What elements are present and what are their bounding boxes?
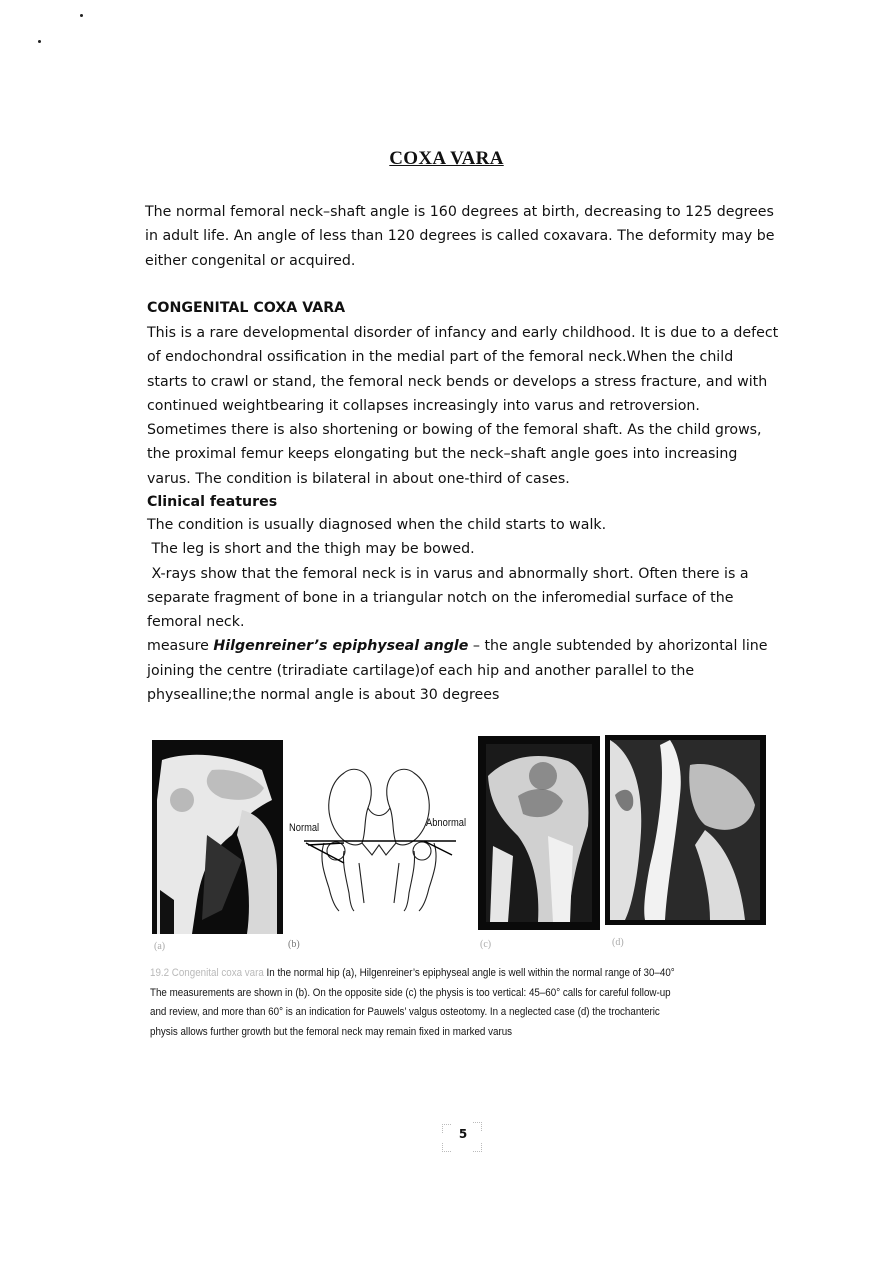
pelvis-diagram: [284, 763, 476, 913]
xray-graphic-d: [605, 735, 766, 925]
intro-line: either congenital or acquired.: [145, 252, 356, 269]
measure-line: [147, 634, 768, 658]
clinical-line: The condition is usually diagnosed when the child starts to walk.: [147, 517, 607, 533]
hilgenreiner-term: Hilgenreiner’s epiphyseal angle: [213, 638, 469, 655]
congenital-line: starts to crawl or stand, the femoral neck bends or develops a stress fracture, and with: [147, 373, 768, 390]
corner-mark: [442, 1124, 451, 1133]
sublabel-c: (c): [480, 939, 492, 950]
congenital-paragraph: [147, 321, 778, 491]
caption-figure-number: 19.2 Congenital coxa vara: [150, 967, 264, 979]
caption-line: and review, and more than 60° is an indication for Pauwels’ valgus osteotomy. In a neglected case (d) the trochanteric: [150, 1006, 660, 1018]
left-line: [359, 863, 364, 903]
xray-graphic-c: [478, 736, 600, 930]
xray-image-c: [478, 736, 600, 930]
pubis: [362, 843, 396, 855]
right-femur-inner: [404, 851, 415, 911]
page-number-value: 5: [458, 1127, 468, 1141]
congenital-heading: CONGENITAL COXA VARA: [147, 300, 346, 316]
clinical-heading: Clinical features: [147, 494, 278, 510]
right-femur-outer: [419, 843, 436, 911]
measure-line: physealline;the normal angle is about 30 degrees: [147, 687, 500, 704]
measure-prefix: measure: [147, 638, 214, 655]
physeal-line-normal: [306, 843, 344, 863]
caption-line: physis allows further growth but the femoral neck may remain fixed in marked varus: [150, 1025, 513, 1038]
right-femoral-head: [413, 842, 431, 860]
left-femoral-head: [327, 842, 345, 860]
sublabel-d: (d): [612, 937, 624, 948]
sublabel-b: (b): [288, 939, 300, 950]
caption-line: [150, 964, 675, 984]
left-ilium: [329, 769, 371, 845]
measure-rest: – the angle subtended by ahorizontal line: [468, 638, 768, 655]
corner-mark: [473, 1143, 482, 1152]
intro-line: in adult life. An angle of less than 120 degrees is called coxavara. The deformity may be: [145, 228, 775, 245]
corner-mark: [473, 1122, 482, 1131]
clinical-line: femoral neck.: [147, 614, 245, 631]
clinical-line: separate fragment of bone in a triangular notch on the inferomedial surface of the: [147, 589, 734, 606]
measure-line: joining the centre (triradiate cartilage)of each hip and another parallel to the: [147, 662, 695, 679]
sacrum: [368, 808, 390, 816]
intro-line: The normal femoral neck–shaft angle is 160 degrees at birth, decreasing to 125 degrees: [145, 204, 774, 220]
physeal-line-abnormal: [424, 841, 452, 855]
caption-text: In the normal hip (a), Hilgenreiner’s epiphyseal angle is well within the normal range of 30–40°: [263, 967, 675, 979]
xray-image-a: [152, 740, 283, 934]
clinical-line: X-rays show that the femoral neck is in varus and abnormally short. Often there is a: [147, 565, 749, 582]
page-number: [442, 1118, 484, 1152]
scan-mark: [80, 14, 83, 17]
xray-graphic-a: [152, 740, 283, 934]
congenital-line: Sometimes there is also shortening or bowing of the femoral shaft. As the child grows,: [147, 422, 762, 439]
congenital-line: continued weightbearing it collapses increasingly into varus and retroversion.: [147, 397, 700, 414]
intro-paragraph: [145, 200, 774, 273]
corner-mark: [442, 1143, 451, 1152]
sublabel-a: (a): [154, 941, 166, 952]
page-title: COXA VARA: [389, 148, 504, 169]
figure-panel: [150, 733, 770, 952]
xray-image-d: [605, 735, 766, 925]
congenital-line: of endochondral ossification in the medial part of the femoral neck.When the child: [147, 349, 734, 366]
scan-mark: [38, 40, 41, 43]
clinical-line: The leg is short and the thigh may be bowed.: [147, 541, 475, 558]
normal-label: Normal: [289, 822, 320, 834]
clinical-paragraph: [147, 513, 768, 707]
right-line: [394, 863, 399, 903]
abnormal-label: Abnormal: [426, 817, 467, 829]
angle-line: [308, 843, 344, 845]
congenital-line: This is a rare developmental disorder of infancy and early childhood. It is due to a defect: [147, 325, 779, 341]
caption-line: The measurements are shown in (b). On the opposite side (c) the physis is too vertical: 45–60° calls for careful follow-up: [150, 986, 671, 999]
congenital-line: varus. The condition is bilateral in about one-third of cases.: [147, 470, 570, 487]
congenital-line: the proximal femur keeps elongating but the neck–shaft angle goes into increasing: [147, 446, 738, 463]
left-femur-inner: [343, 851, 354, 911]
right-ilium: [387, 769, 429, 845]
figure-caption: [150, 964, 675, 1042]
